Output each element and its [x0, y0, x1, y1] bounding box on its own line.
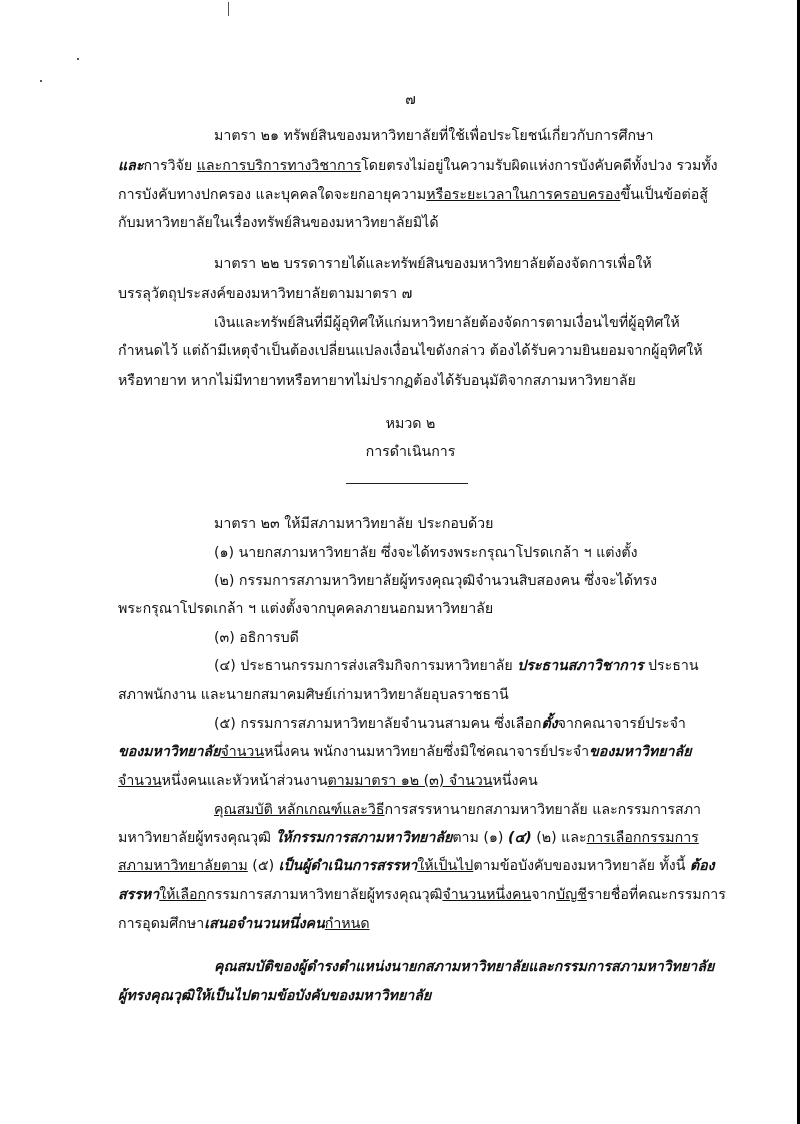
- sec23-para-line5: การอุดมศึกษาเสนอจำนวนหนึ่งคนกำหนด: [118, 916, 370, 932]
- sec23-para-line2: มหาวิทยาลัยผู้ทรงคุณวุฒิ ให้กรรมการสภามหาวิทยาลัยตาม (๑) (๔) (๒) และการเลือกกรรมการ: [118, 830, 699, 846]
- sec21-line4: กับมหาวิทยาลัยในเรื่องทรัพย์สินของมหาวิทยาลัยมิได้: [118, 215, 439, 231]
- sec23-item5-line3: จำนวนหนึ่งคนและหัวหน้าส่วนงานตามมาตรา ๑๒ (๓) จำนวนหนึ่งคน: [118, 773, 538, 789]
- sec23-para-line3: สภามหาวิทยาลัยตาม (๕) เป็นผู้ดำเนินการสรรหาให้เป็นไปตามข้อบังคับของมหาวิทยาลัย ทั้งนี้ ต้อง: [118, 858, 715, 874]
- sec21-line2: และการวิจัย และการบริการทางวิชาการโดยตรงไม่อยู่ในความรับผิดแห่งการบังคับคดีทั้งปวง รวมทั้ง: [118, 158, 718, 174]
- sec21-line1: มาตรา ๒๑ ทรัพย์สินของมหาวิทยาลัยที่ใช้เพื่อประโยชน์เกี่ยวกับการศึกษา: [214, 128, 654, 144]
- sec23-para-line4: สรรหาให้เลือกกรรมการสภามหาวิทยาลัยผู้ทรงคุณวุฒิจำนวนหนึ่งคนจากบัญชีรายชื่อที่คณะกรรมการ: [118, 887, 726, 903]
- sec22-line3: เงินและทรัพย์สินที่มีผู้อุทิศให้แก่มหาวิทยาลัยต้องจัดการตามเงื่อนไขที่ผู้อุทิศให้: [214, 315, 680, 331]
- sec21-underlined-insert-2: หรือระยะเวลาในการครอบครอง: [426, 187, 621, 203]
- sec22-line2: บรรลุวัตถุประสงค์ของมหาวิทยาลัยตามมาตรา ๗: [118, 286, 413, 302]
- sec22-line1: มาตรา ๒๒ บรรดารายได้และทรัพย์สินของมหาวิทยาลัยต้องจัดการเพื่อให้: [214, 256, 652, 272]
- sec23-intro: มาตรา ๒๓ ให้มีสภามหาวิทยาลัย ประกอบด้วย: [214, 516, 494, 532]
- chapter-divider: [346, 483, 468, 484]
- sec22-line5: หรือทายาท หากไม่มีทายาทหรือทายาทไม่ปรากฏต้องได้รับอนุมัติจากสภามหาวิทยาลัย: [118, 373, 636, 389]
- sec23-item1: (๑) นายกสภามหาวิทยาลัย ซึ่งจะได้ทรงพระกรุณาโปรดเกล้า ฯ แต่งตั้ง: [214, 545, 638, 561]
- sec23-final-line1: คุณสมบัติของผู้ดำรงตำแหน่งนายกสภามหาวิทยาลัยและกรรมการสภามหาวิทยาลัย: [214, 959, 715, 975]
- sec23-item4-line2: สภาพนักงาน และนายกสมาคมศิษย์เก่ามหาวิทยาลัยอุบลราชธานี: [118, 687, 509, 703]
- sec21-strike-text: และ: [118, 158, 144, 174]
- chapter-number: หมวด ๒: [385, 416, 436, 432]
- page-number: ๗: [405, 92, 416, 108]
- sec21-line3: การบังคับทางปกครอง และบุคคลใดจะยกอายุความหรือระยะเวลาในการครอบครองขึ้นเป็นข้อต่อสู้: [118, 187, 708, 203]
- chapter-title: การดำเนินการ: [365, 444, 456, 460]
- sec23-item4-line1: (๔) ประธานกรรมการส่งเสริมกิจการมหาวิทยาลัย ประธานสภาวิชาการ ประธาน: [214, 658, 699, 674]
- sec23-final-line2: ผู้ทรงคุณวุฒิให้เป็นไปตามข้อบังคับของมหาวิทยาลัย: [118, 988, 432, 1004]
- sec23-item4-italic-insert: ประธานสภาวิชาการ: [517, 658, 644, 674]
- sec22-line4: กำหนดไว้ แต่ถ้ามีเหตุจำเป็นต้องเปลี่ยนแปลงเงื่อนไขดังกล่าว ต้องได้รับความยินยอมจากผู้อุทิศให้: [118, 343, 703, 359]
- sec23-item2-line1: (๒) กรรมการสภามหาวิทยาลัยผู้ทรงคุณวุฒิจำนวนสิบสองคน ซึ่งจะได้ทรง: [214, 573, 658, 589]
- sec23-item5-line1: (๕) กรรมการสภามหาวิทยาลัยจำนวนสามคน ซึ่งเลือกตั้งจากคณาจารย์ประจำ: [214, 716, 686, 732]
- sec23-item2-line2: พระกรุณาโปรดเกล้า ฯ แต่งตั้งจากบุคคลภายนอกมหาวิทยาลัย: [118, 601, 494, 617]
- sec21-underlined-insert: และการบริการทางวิชาการ: [196, 158, 362, 174]
- sec23-para-line1: คุณสมบัติ หลักเกณฑ์และวิธีการสรรหานายกสภามหาวิทยาลัย และกรรมการสภา: [214, 802, 702, 818]
- sec23-item3: (๓) อธิการบดี: [214, 630, 299, 646]
- sec23-item5-line2: ของมหาวิทยาลัยจำนวนหนึ่งคน พนักงานมหาวิทยาลัยซึ่งมิใช่คณาจารย์ประจำของมหาวิทยาลัย: [118, 744, 692, 760]
